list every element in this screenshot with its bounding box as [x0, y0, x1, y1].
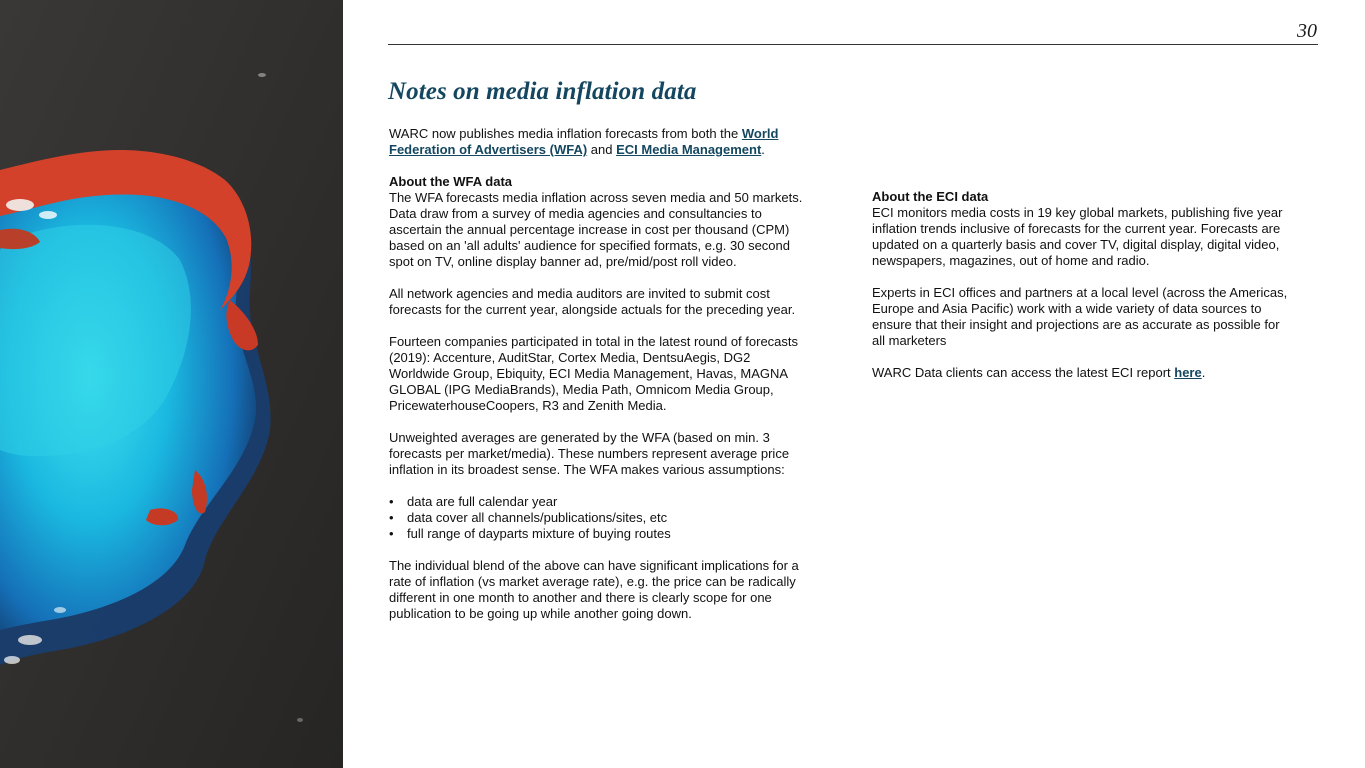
intro-text-after: . [761, 142, 765, 157]
intro-text-before: WARC now publishes media inflation forecasts from both the [389, 126, 742, 141]
page-title: Notes on media inflation data [388, 78, 697, 105]
list-item: • data cover all channels/publications/sites, etc [389, 510, 804, 526]
wfa-paragraph-2: All network agencies and media auditors are invited to submit cost forecasts for the current year, alongside actuals for the preceding year. [389, 286, 796, 317]
page-number: 30 [1297, 20, 1317, 42]
wfa-paragraph-1: The WFA forecasts media inflation across seven media and 50 markets. Data draw from a survey of media agencies and consultancies to ascertain the annual percentage increase in cost per thousand (CPM) based on an 'all adults' audience for specified formats, e.g. 30 second spot on TV, online display banner ad, pre/mid/post roll video. [389, 190, 803, 269]
assumptions-list [389, 494, 804, 542]
wfa-heading: About the WFA data [389, 174, 513, 189]
list-item: • data are full calendar year [389, 494, 804, 510]
wfa-paragraph-3: Fourteen companies participated in total in the latest round of forecasts (2019): Accenture, AuditStar, Cortex Media, DentsuAegis, DG2 Worldwide Group, Ebiquity, ECI Media Management, Havas, MAGNA GLOBAL (IPG MediaBrands), Media Path, Omnicom Media Group, PricewaterhouseCoopers, R3 and Zenith Media. [389, 334, 799, 413]
eci-heading: About the ECI data [872, 189, 989, 204]
intro-paragraph [389, 126, 804, 158]
intro-text-middle: and [587, 142, 617, 157]
header-divider [388, 44, 1318, 45]
wfa-section-p1 [389, 174, 804, 270]
satellite-island-image [0, 0, 343, 768]
eci-text-before: WARC Data clients can access the latest ECI report [872, 365, 1175, 380]
eci-section-p1 [872, 189, 1292, 269]
eci-paragraph-1: ECI monitors media costs in 19 key global markets, publishing five year inflation trends inclusive of forecasts for the current year. Forecasts are updated on a quarterly basis and cover TV, digital display, digital video, newspapers, magazines, out of home and radio. [872, 205, 1283, 268]
eci-paragraph-2: Experts in ECI offices and partners at a local level (across the Americas, Europe and Asia Pacific) work with a wide variety of data sources to ensure that their insight and projections are as accurate as possible for all marketers [872, 285, 1288, 348]
eci-column [872, 189, 1292, 397]
wfa-link[interactable]: World Federation of Advertisers (WFA) [389, 126, 779, 157]
wfa-paragraph-4: Unweighted averages are generated by the WFA (based on min. 3 forecasts per market/media). These numbers represent average price inflation in its broadest sense. The WFA makes various assumptions: [389, 430, 790, 477]
wfa-paragraph-5: The individual blend of the above can have significant implications for a rate of inflation (vs market average rate), e.g. the price can be radically different in one month to another and there is clearly scope for one publication to be going up while another going down. [389, 558, 799, 621]
wfa-column [389, 126, 804, 638]
eci-report-link[interactable]: here [1174, 365, 1202, 380]
eci-link[interactable]: ECI Media Management [616, 142, 762, 157]
list-item: • full range of dayparts mixture of buying routes [389, 526, 804, 542]
eci-paragraph-3 [872, 365, 1292, 381]
eci-text-after: . [1201, 365, 1206, 380]
